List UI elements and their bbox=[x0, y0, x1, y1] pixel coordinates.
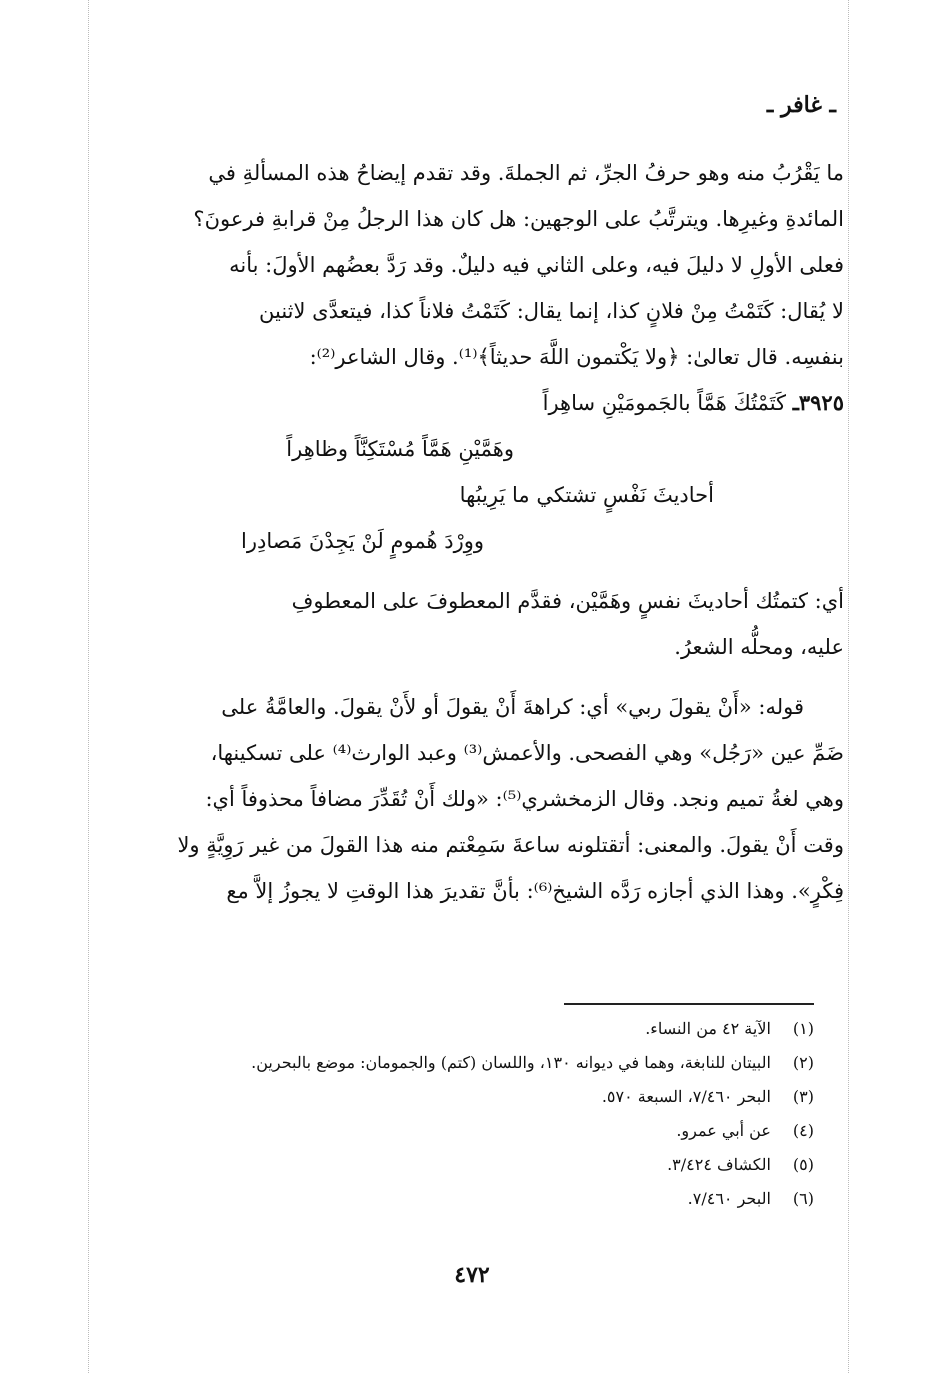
footnotes bbox=[100, 1012, 814, 1216]
footnote-text: الكشاف ٣/٤٢٤. bbox=[667, 1155, 771, 1174]
verse-line-1 bbox=[100, 380, 844, 426]
paragraph-3 bbox=[100, 684, 844, 914]
footnote-item bbox=[100, 1012, 814, 1046]
footnote-number: (٦) bbox=[792, 1189, 814, 1208]
verse-hemistich: كَتَمْتُكَ هَمَّاً بالجَمومَيْنِ ساهِراً bbox=[542, 391, 787, 415]
right-margin-guide bbox=[848, 0, 849, 1373]
spacer bbox=[100, 670, 844, 684]
main-text bbox=[100, 150, 844, 914]
footnote-number: (٤) bbox=[792, 1121, 814, 1140]
paragraph-2 bbox=[100, 578, 844, 670]
text-line: المائدةِ وغيرِها. ويترتَّبُ على الوجهين: هل كان هذا الرجلُ مِنْ قرابةِ فرعونَ؟ bbox=[193, 207, 844, 231]
footnote-text: عن أبي عمرو. bbox=[676, 1121, 771, 1140]
text-line: بنفسِه. قال تعالىٰ: ﴿ولا يَكْتمون اللَّهَ حديثاً﴾⁽¹⁾. وقال الشاعر⁽²⁾: bbox=[309, 345, 844, 369]
footnote-number: (٥) bbox=[792, 1155, 814, 1174]
spacer bbox=[100, 564, 844, 578]
footnote-item bbox=[100, 1114, 814, 1148]
text-line: عليه، ومحلُّه الشعرُ. bbox=[674, 635, 844, 659]
footnote-text: الآية ٤٢ من النساء. bbox=[645, 1019, 771, 1038]
left-margin-guide bbox=[88, 0, 89, 1373]
verse-line-3: أحاديثَ نَفْسٍ تشتكي ما يَرِيبُها bbox=[459, 483, 714, 507]
text-line: فِكْرٍ». وهذا الذي أجازه رَدَّه الشيخ⁽⁶⁾: بأنَّ تقديرَ هذا الوقتِ لا يجوزُ إلاَّ مع bbox=[226, 879, 844, 903]
footnote-text: البيتان للنابغة، وهما في ديوانه ١٣٠، واللسان (كتم) والجمومان: موضع بالبحرين. bbox=[251, 1053, 771, 1072]
footnote-text: البحر ٧/٤٦٠، السبعة ٥٧٠. bbox=[601, 1087, 771, 1106]
running-header: ـ غافر ـ bbox=[766, 92, 836, 118]
footnote-number: (١) bbox=[792, 1019, 814, 1038]
text-line: أي: كتمتُك أحاديثَ نفسٍ وهَمَّيْن، فقدَّم المعطوفَ على المعطوفِ bbox=[291, 589, 844, 613]
text-line: لا يُقال: كَتَمْتُ مِنْ فلانٍ كذا، إنما يقال: كَتَمْتُ فلاناً كذا، فيتعدَّى لاثنين bbox=[259, 299, 844, 323]
verse-line-2: وهَمَّيْنِ هَمَّاً مُسْتَكِنَّاً وظاهِراً bbox=[286, 437, 514, 461]
footnote-separator bbox=[564, 1003, 814, 1005]
paragraph-1 bbox=[100, 150, 844, 380]
footnote-number: (٣) bbox=[792, 1087, 814, 1106]
text-line: قوله: «أَنْ يقولَ ربي» أي: كراهةَ أَنْ يقولَ أو لأَنْ يقولَ. والعامَّةُ على bbox=[221, 695, 804, 719]
text-line: وهي لغةُ تميم ونجد. وقال الزمخشري⁽⁵⁾: «ولك أَنْ تُقَدِّرَ مضافاً محذوفاً أي: bbox=[205, 787, 844, 811]
page-number: ٤٧٢ bbox=[454, 1262, 490, 1288]
footnote-item bbox=[100, 1182, 814, 1216]
verse-number: ٣٩٢٥ـ bbox=[792, 390, 844, 415]
text-line: ضَمِّ عين «رَجُل» وهي الفصحى. والأعمش⁽³⁾ وعبد الوارث⁽⁴⁾ على تسكينها، bbox=[210, 741, 844, 765]
poetry-verse bbox=[100, 380, 844, 564]
text-line: ما يَقْرُبُ منه وهو حرفُ الجرِّ، ثم الجملةَ. وقد تقدم إيضاحُ هذه المسألةِ في bbox=[208, 161, 844, 185]
verse-line-4: ووِرْدَ هُمومٍ لَنْ يَجِدْنَ مَصادِرا bbox=[241, 529, 484, 553]
footnote-item bbox=[100, 1080, 814, 1114]
footnote-text: البحر ٧/٤٦٠. bbox=[687, 1189, 771, 1208]
text-line: وقت أَنْ يقولَ. والمعنى: أتقتلونه ساعةَ سَمِعْتم منه هذا القولَ من غير رَوِيَّةٍ ولا bbox=[177, 833, 844, 857]
footnote-number: (٢) bbox=[792, 1053, 814, 1072]
footnote-item bbox=[100, 1148, 814, 1182]
footnote-item bbox=[100, 1046, 814, 1080]
text-line: فعلى الأولِ لا دليلَ فيه، وعلى الثاني فيه دليلٌ. وقد رَدَّ بعضُهم الأولَ: بأنه bbox=[229, 253, 844, 277]
